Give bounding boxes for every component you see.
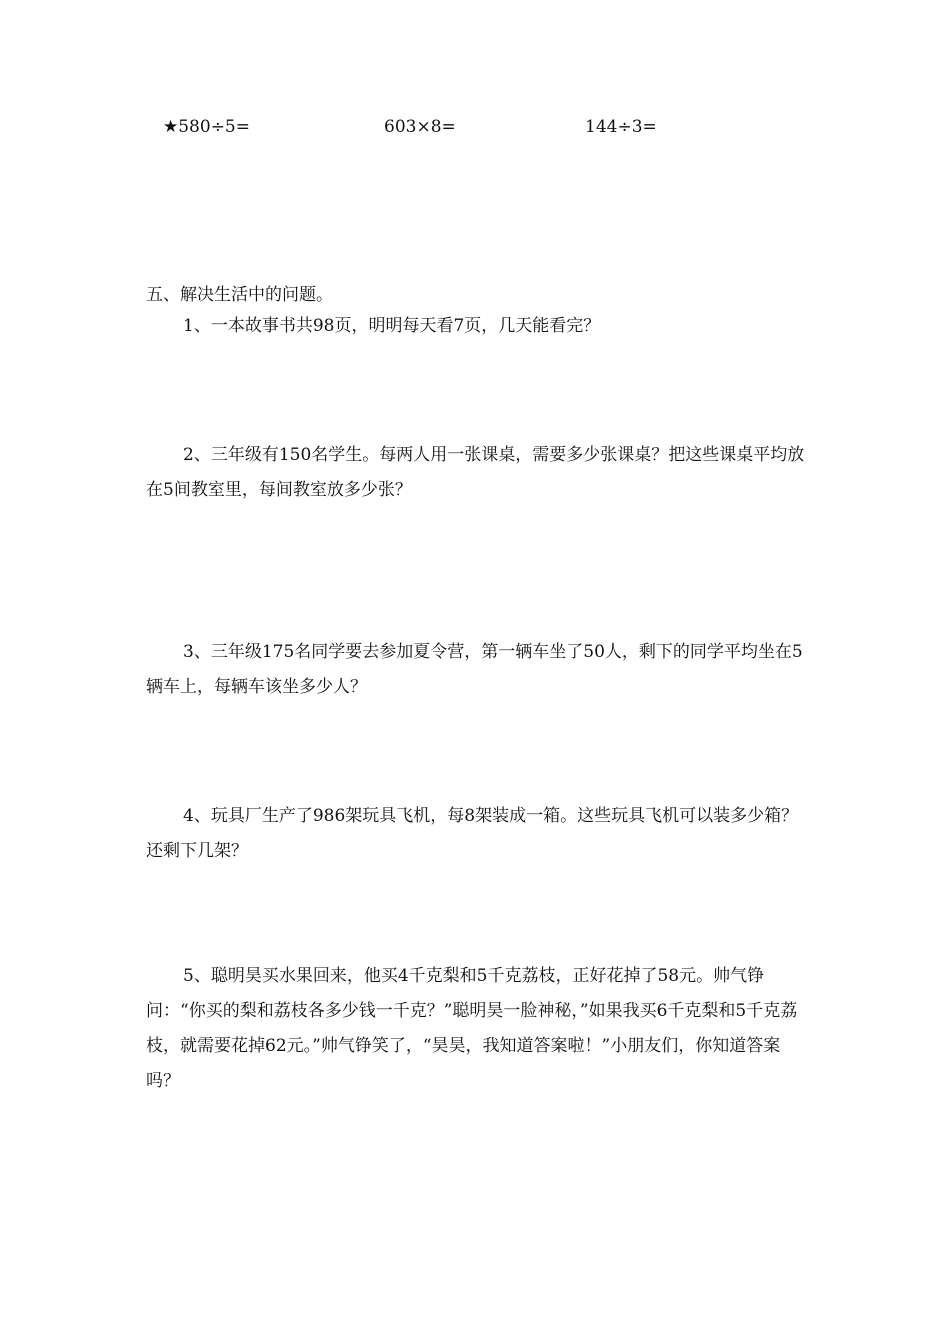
word-problem: 1、一本故事书共98页，明明每天看7页，几天能看完？ xyxy=(183,316,601,336)
calculation-item: ★580÷5= xyxy=(163,117,250,137)
calculation-item: 144÷3= xyxy=(585,117,657,137)
word-problem: 3、三年级175名同学要去参加夏令营，第一辆车坐了50人，剩下的同学平均坐在5辆车上，每辆车该坐多少人？ xyxy=(146,642,803,697)
section-title: 五、解决生活中的问题。 xyxy=(146,285,333,305)
word-problem: 2、三年级有150名学生。每两人用一张课桌，需要多少张课桌？把这些课桌平均放在5间教室里，每间教室放多少张？ xyxy=(146,445,805,500)
calculation-item: 603×8= xyxy=(384,117,456,137)
word-problem: 5、聪明昊买水果回来，他买4千克梨和5千克荔枝，正好花掉了58元。帅气铮问：“你买的梨和荔枝各多少钱一千克？”聪明昊一脸神秘，”如果我买6千克梨和5千克荔枝，就需要花掉62元。”帅气铮笑了，“昊昊，我知道答案啦！”小朋友们，你知道答案吗？ xyxy=(146,966,798,1091)
word-problem: 4、玩具厂生产了986架玩具飞机，每8架装成一箱。这些玩具飞机可以装多少箱？还剩下几架？ xyxy=(146,806,799,861)
calculation-row xyxy=(0,114,950,144)
